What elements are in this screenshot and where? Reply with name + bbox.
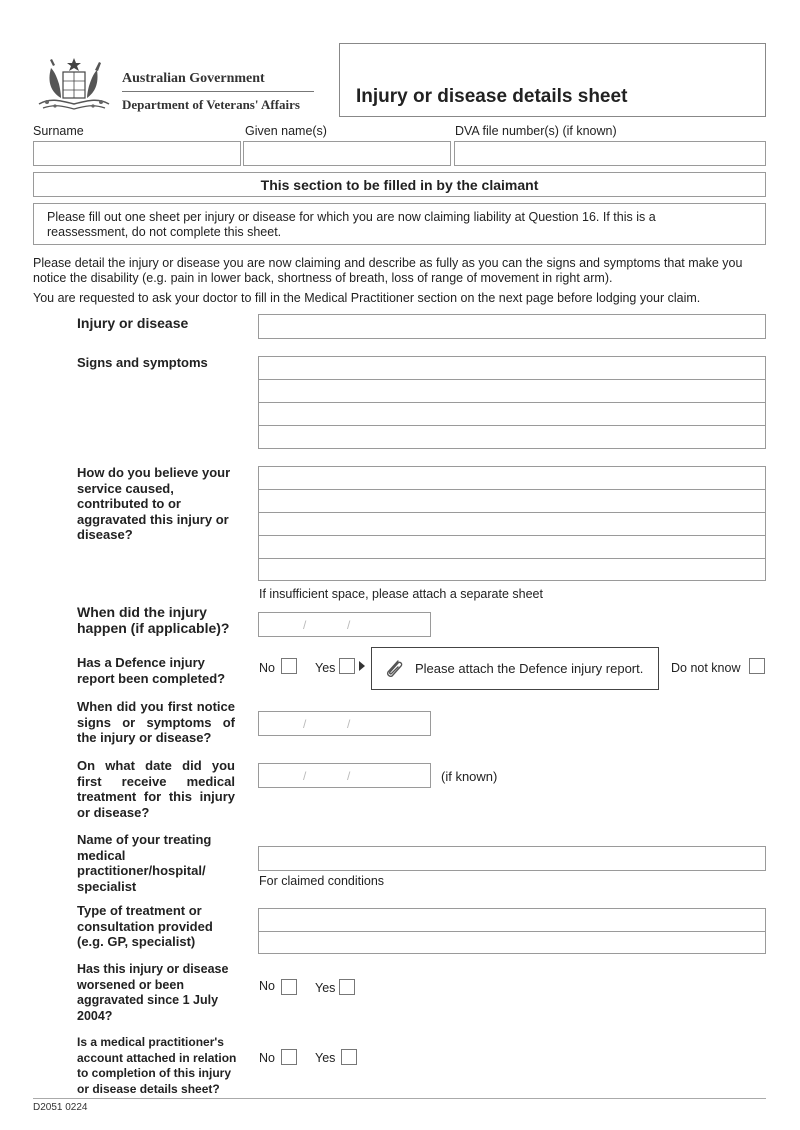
- if-known-note: (if known): [441, 769, 498, 784]
- account-yes-checkbox[interactable]: [341, 1049, 357, 1065]
- signs-line[interactable]: [259, 380, 765, 403]
- treatment-type-input[interactable]: [258, 908, 766, 954]
- surname-label: Surname: [33, 124, 84, 138]
- caused-line[interactable]: [259, 467, 765, 490]
- treatment-type-label: Type of treatment or consultation provided (e.g. GP, specialist): [77, 903, 213, 949]
- worsened-yes-label: Yes: [315, 981, 336, 995]
- instructions-doctor: You are requested to ask your doctor to fill in the Medical Practitioner section on the next page before lodging your claim.: [33, 291, 701, 305]
- government-crest-logo: [33, 54, 115, 116]
- section-banner: [33, 172, 766, 197]
- defence-report-label: Has a Defence injury report been completed?: [77, 655, 226, 686]
- given-names-input[interactable]: [243, 141, 451, 166]
- do-not-know-label: Do not know: [671, 661, 741, 675]
- arrow-right-icon: [359, 661, 365, 671]
- date-separator: /: [347, 769, 351, 783]
- for-claimed-note: For claimed conditions: [259, 874, 385, 888]
- date-separator: /: [347, 618, 351, 632]
- when-happen-label: When did the injury happen (if applicable)?: [77, 604, 230, 636]
- treatment-line[interactable]: [259, 932, 765, 954]
- attach-note-text: Please attach the Defence injury report.: [415, 661, 644, 676]
- date-separator: /: [303, 618, 307, 632]
- defence-yes-label: Yes: [315, 661, 336, 675]
- caused-line[interactable]: [259, 559, 765, 580]
- notice-box: [33, 203, 766, 245]
- department-name: Department of Veterans' Affairs: [122, 97, 300, 112]
- worsened-yes-checkbox[interactable]: [339, 979, 355, 995]
- signs-line[interactable]: [259, 426, 765, 448]
- instructions-paragraph: Please detail the injury or disease you are now claiming and describe as fully as you can the signs and symptoms that make you notice the disability (e.g. pain in lower back, shortness of breath, loss of range of movement in right arm).: [33, 256, 743, 285]
- injury-date-input[interactable]: [258, 612, 431, 637]
- signs-line[interactable]: [259, 403, 765, 426]
- injury-input[interactable]: [258, 314, 766, 339]
- title-box: [339, 43, 766, 117]
- caused-line[interactable]: [259, 536, 765, 559]
- injury-label: Injury or disease: [77, 315, 189, 331]
- first-notice-date-input[interactable]: [258, 711, 431, 736]
- government-name: Australian Government: [122, 71, 265, 86]
- practitioner-label: Name of your treating medical practitioner/hospital/ specialist: [77, 832, 212, 894]
- first-treatment-date-input[interactable]: [258, 763, 431, 788]
- defence-no-label: No: [259, 661, 275, 675]
- defence-no-checkbox[interactable]: [281, 658, 297, 674]
- first-treatment-label: On what date did you first receive medical treatment for this injury or disease?: [77, 758, 235, 820]
- caused-input[interactable]: [258, 466, 766, 581]
- given-names-label: Given name(s): [245, 124, 327, 138]
- notice-text: Please fill out one sheet per injury or disease for which you are now claiming liability at Question 16. If this is a reassessment, do not complete this sheet.: [47, 210, 656, 239]
- account-yes-label: Yes: [315, 1051, 336, 1065]
- footer-divider: [33, 1098, 766, 1099]
- caused-line[interactable]: [259, 513, 765, 536]
- date-separator: /: [303, 769, 307, 783]
- file-number-input[interactable]: [454, 141, 766, 166]
- account-no-checkbox[interactable]: [281, 1049, 297, 1065]
- worsened-no-checkbox[interactable]: [281, 979, 297, 995]
- date-separator: /: [347, 717, 351, 731]
- caused-line[interactable]: [259, 490, 765, 513]
- signs-label: Signs and symptoms: [77, 355, 208, 370]
- paperclip-icon: [382, 657, 406, 684]
- page-title: Injury or disease details sheet: [356, 86, 628, 107]
- form-code: D2051 0224: [33, 1102, 88, 1113]
- logo-divider: [122, 91, 314, 92]
- insufficient-space-note: If insufficient space, please attach a separate sheet: [259, 587, 543, 601]
- caused-label: How do you believe your service caused, contributed to or aggravated this injury or disease?: [77, 465, 231, 542]
- attach-note-box: [371, 647, 659, 690]
- defence-yes-checkbox[interactable]: [339, 658, 355, 674]
- date-separator: /: [303, 717, 307, 731]
- section-banner-text: This section to be filled in by the claimant: [260, 177, 539, 193]
- worsened-no-label: No: [259, 979, 275, 993]
- first-notice-label: When did you first notice signs or symptoms of the injury or disease?: [77, 699, 235, 745]
- account-attached-label: Is a medical practitioner's account attached in relation to completion of this injury or disease details sheet?: [77, 1035, 237, 1096]
- surname-input[interactable]: [33, 141, 241, 166]
- treatment-line[interactable]: [259, 909, 765, 932]
- do-not-know-checkbox[interactable]: [749, 658, 765, 674]
- file-number-label: DVA file number(s) (if known): [455, 124, 617, 138]
- signs-line[interactable]: [259, 357, 765, 380]
- signs-input[interactable]: [258, 356, 766, 449]
- account-no-label: No: [259, 1051, 275, 1065]
- worsened-label: Has this injury or disease worsened or been aggravated since 1 July 2004?: [77, 962, 229, 1023]
- practitioner-input[interactable]: [258, 846, 766, 871]
